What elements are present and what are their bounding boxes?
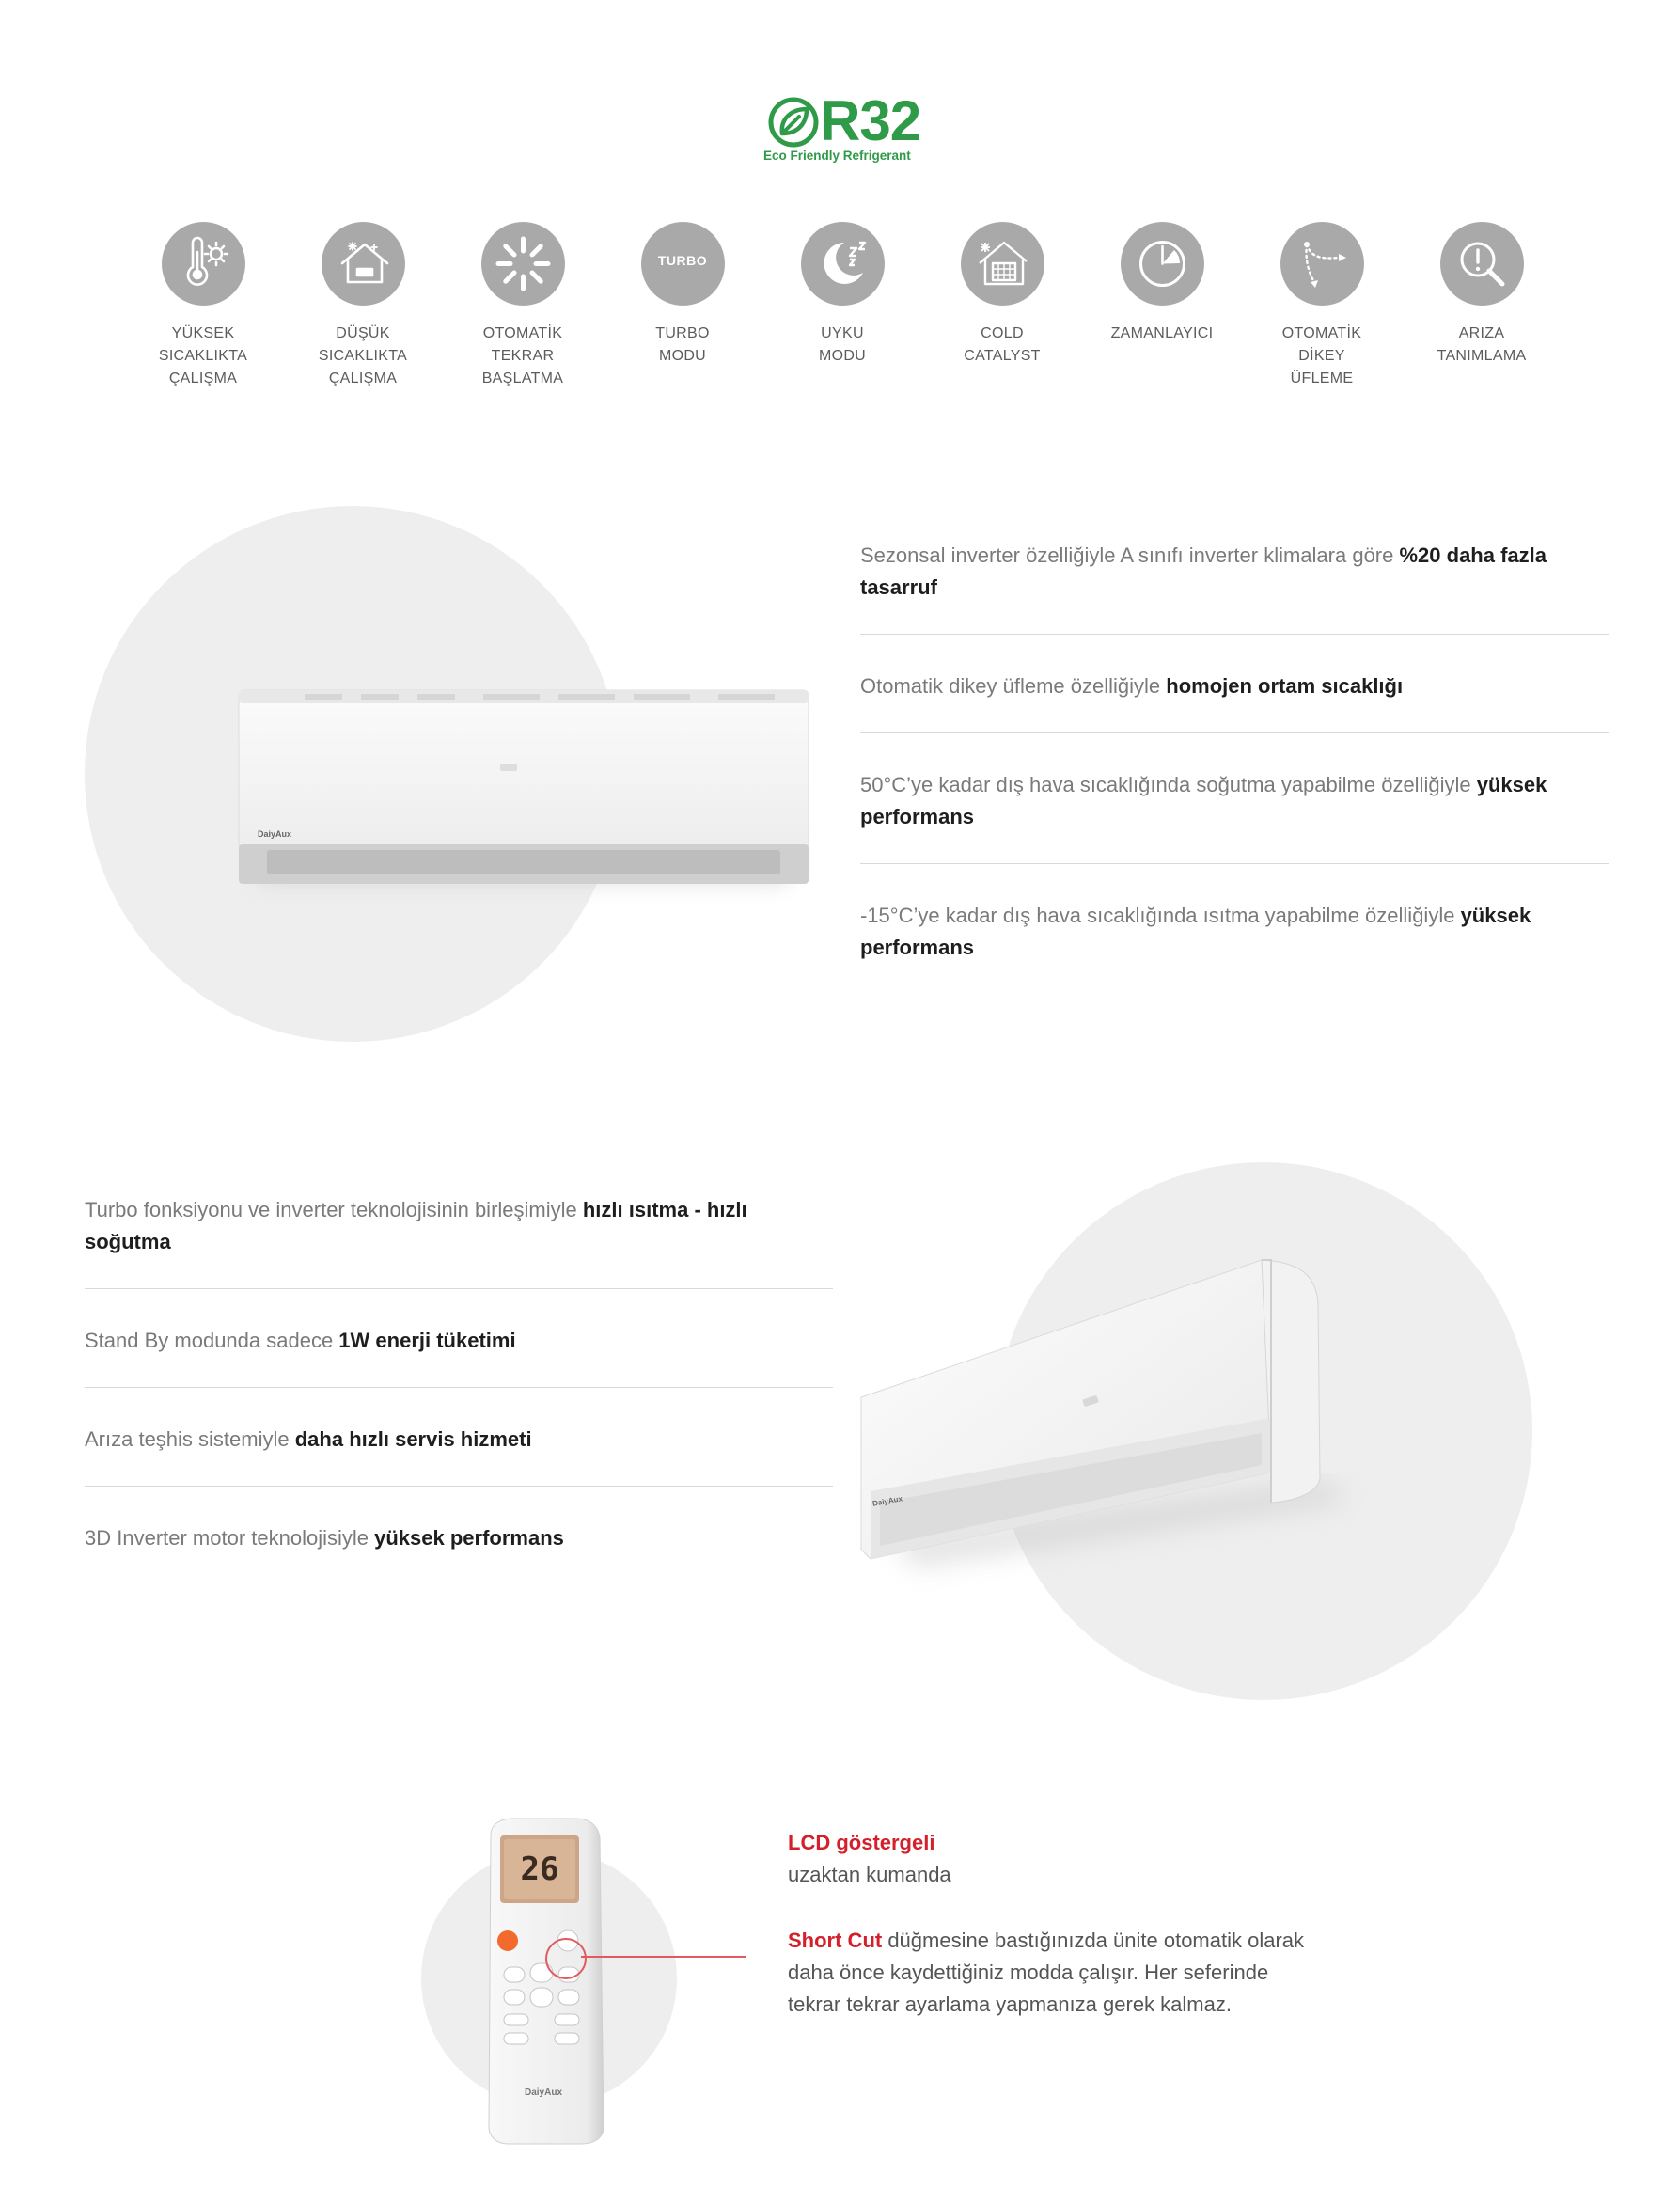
feature-circle bbox=[162, 222, 245, 306]
feature-label: COLD CATALYST bbox=[964, 325, 1041, 364]
feature-circle bbox=[1121, 222, 1204, 306]
shortcut-label: Short Cut bbox=[788, 1929, 883, 1952]
feature-low-temp bbox=[297, 222, 429, 390]
lcd-display: 26 bbox=[520, 1851, 559, 1888]
feature-item: Stand By modunda sadece 1W enerji tüketimi bbox=[85, 1325, 833, 1388]
feature-item: Sezonsal inverter özelliğiyle A sınıfı inverter klimalara göre %20 daha fazla tasarruf bbox=[860, 540, 1609, 635]
feature-item: 50°C’ye kadar dış hava sıcaklığında soğutma yapabilme özelliğiyle yüksek performans bbox=[860, 769, 1609, 864]
feature-label: ARIZA TANIMLAMA bbox=[1437, 325, 1527, 364]
feature-item: 3D Inverter motor teknolojisiyle yüksek performans bbox=[85, 1526, 564, 1550]
feature-item: -15°C’ye kadar dış hava sıcaklığında ısıtma yapabilme özelliğiyle yüksek performans bbox=[860, 904, 1531, 959]
feature-circle bbox=[1440, 222, 1524, 306]
feature-sleep bbox=[777, 222, 908, 368]
shortcut-callout-ring bbox=[545, 1938, 587, 1979]
wall-ac-unit-front bbox=[239, 688, 809, 884]
feature-item: Otomatik dikey üfleme özelliğiyle homojen ortam sıcaklığı bbox=[860, 670, 1609, 733]
section1-feature-list bbox=[860, 540, 1609, 1030]
thermometer-sun-icon bbox=[162, 222, 245, 306]
remote-description bbox=[788, 1827, 1314, 2021]
moon-sleep-icon bbox=[801, 222, 885, 306]
remote-title: LCD göstergeli bbox=[788, 1831, 935, 1854]
feature-label: OTOMATİK TEKRAR BAŞLATMA bbox=[481, 325, 564, 386]
r32-logo bbox=[761, 89, 931, 171]
vertical-swing-icon bbox=[1280, 222, 1364, 306]
feature-label: TURBO MODU bbox=[655, 325, 710, 364]
feature-cold-catalyst bbox=[936, 222, 1068, 368]
shortcut-paragraph bbox=[788, 1925, 1314, 2021]
remote-brand-logo: DaiyAux bbox=[524, 2087, 562, 2098]
feature-label: DÜŞÜK SICAKLIKTA ÇALIŞMA bbox=[318, 325, 408, 386]
feature-label: ZAMANLAYICI bbox=[1110, 325, 1214, 341]
feature-circle bbox=[641, 222, 725, 306]
r32-mark: R32 bbox=[820, 89, 921, 152]
feature-turbo bbox=[617, 222, 748, 368]
brand-logo: DaiyAux bbox=[871, 1494, 903, 1508]
feature-item: Turbo fonksiyonu ve inverter teknolojisinin birleşimiyle hızlı ısıtma - hızlı soğutma bbox=[85, 1194, 833, 1289]
feature-item: Arıza teşhis sistemiyle daha hızlı servis hizmeti bbox=[85, 1424, 833, 1487]
feature-circle bbox=[481, 222, 565, 306]
feature-circle bbox=[1280, 222, 1364, 306]
turbo-icon: TURBO bbox=[657, 253, 708, 268]
remote-control bbox=[481, 1817, 605, 2146]
fault-search-icon bbox=[1440, 222, 1524, 306]
r32-tagline: Eco Friendly Refrigerant bbox=[763, 149, 911, 163]
feature-label: UYKU MODU bbox=[818, 325, 867, 364]
shortcut-text: düğmesine bastığınızda ünite otomatik olarak daha önce kaydettiğiniz modda çalışır. Her seferinde tekrar tekrar ayarlama yapmanıza gerek kalmaz. bbox=[788, 1929, 1305, 2016]
feature-circle bbox=[322, 222, 405, 306]
feature-label: OTOMATİK DİKEY ÜFLEME bbox=[1281, 325, 1362, 386]
remote-subtitle: uzaktan kumanda bbox=[788, 1863, 951, 1886]
feature-circle bbox=[801, 222, 885, 306]
wall-ac-unit-angled bbox=[857, 1256, 1365, 1567]
feature-high-temp bbox=[137, 222, 269, 390]
leaf-icon bbox=[767, 96, 820, 149]
house-snow-icon bbox=[322, 222, 405, 306]
section2-feature-list bbox=[85, 1194, 833, 1620]
shortcut-callout-line bbox=[581, 1956, 746, 1958]
feature-vertical-swing bbox=[1256, 222, 1388, 390]
feature-label: YÜKSEK SICAKLIKTA ÇALIŞMA bbox=[158, 325, 248, 386]
timer-icon bbox=[1121, 222, 1204, 306]
feature-timer bbox=[1096, 222, 1228, 345]
feature-circle bbox=[961, 222, 1044, 306]
brand-logo: DaiyAux bbox=[258, 829, 292, 839]
cold-catalyst-icon bbox=[961, 222, 1044, 306]
feature-auto-restart bbox=[457, 222, 589, 390]
auto-restart-icon bbox=[481, 222, 565, 306]
feature-fault-detection bbox=[1416, 222, 1547, 368]
